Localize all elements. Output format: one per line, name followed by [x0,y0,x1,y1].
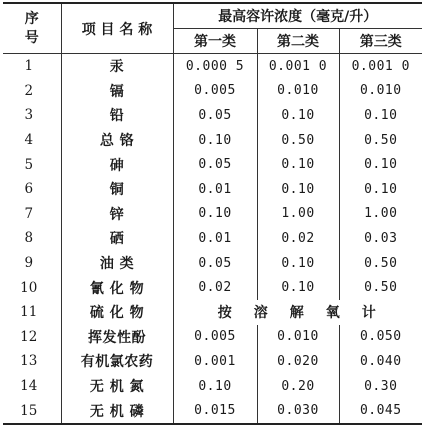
class1-value: 0.01 [173,177,257,202]
class1-value: 0.05 [173,152,257,177]
class2-header: 第二类 [257,29,339,54]
class1-value: 0.05 [173,251,257,276]
row-number: 8 [3,226,61,251]
table-row [3,177,422,202]
class2-value: 0.10 [257,177,339,202]
class3-value: 0.045 [339,398,422,424]
class3-value: 0.10 [339,103,422,128]
row-number: 5 [3,152,61,177]
water-quality-standard-table [3,2,422,425]
class1-value: 0.001 [173,349,257,374]
table-row [3,128,422,153]
item-name: 铜 [61,177,173,202]
class2-value: 0.20 [257,374,339,399]
item-name: 挥发性酚 [61,325,173,350]
row-number: 7 [3,202,61,227]
class2-value: 0.010 [257,79,339,104]
item-name: 砷 [61,152,173,177]
row-number: 9 [3,251,61,276]
class2-value: 0.10 [257,251,339,276]
class3-value: 0.30 [339,374,422,399]
class3-header: 第三类 [339,29,422,54]
item-name: 汞 [61,54,173,79]
row-number: 4 [3,128,61,153]
table-row [3,79,422,104]
item-name: 无 机 氮 [61,374,173,399]
item-name: 氰 化 物 [61,275,173,300]
class3-value: 0.10 [339,152,422,177]
row-number: 1 [3,54,61,79]
class1-value: 0.005 [173,325,257,350]
class2-value: 0.50 [257,128,339,153]
table-row [3,202,422,227]
row-number: 10 [3,275,61,300]
class2-value: 0.02 [257,226,339,251]
class1-value: 0.000 5 [173,54,257,79]
table-header [3,3,422,54]
table-row [3,54,422,79]
class2-value: 0.001 0 [257,54,339,79]
class2-value: 0.020 [257,349,339,374]
item-name: 无 机 磷 [61,398,173,424]
class3-value: 0.03 [339,226,422,251]
class1-value: 0.10 [173,202,257,227]
item-name: 铅 [61,103,173,128]
row-number: 11 [3,300,61,325]
class1-header: 第一类 [173,29,257,54]
class2-value: 0.010 [257,325,339,350]
class1-value: 0.10 [173,374,257,399]
row-number: 14 [3,374,61,399]
class3-value: 1.00 [339,202,422,227]
table-row [3,152,422,177]
table-row [3,251,422,276]
item-name: 总 铬 [61,128,173,153]
class3-value: 0.010 [339,79,422,104]
table-row [3,349,422,374]
merged-note-cell: 按溶解氧计 [173,300,422,325]
item-name: 有机氯农药 [61,349,173,374]
class2-value: 0.10 [257,152,339,177]
name-header: 项 目 名 称 [61,3,173,54]
class3-value: 0.10 [339,177,422,202]
table-row [3,226,422,251]
table-row [3,275,422,300]
row-number: 3 [3,103,61,128]
item-name: 硒 [61,226,173,251]
class1-value: 0.01 [173,226,257,251]
table-row [3,398,422,424]
item-name: 硫 化 物 [61,300,173,325]
row-number: 13 [3,349,61,374]
table-body [3,54,422,424]
class3-value: 0.050 [339,325,422,350]
row-number: 6 [3,177,61,202]
table-row [3,374,422,399]
class1-value: 0.02 [173,275,257,300]
item-name: 镉 [61,79,173,104]
row-number: 2 [3,79,61,104]
class1-value: 0.005 [173,79,257,104]
class3-value: 0.001 0 [339,54,422,79]
class3-value: 0.50 [339,128,422,153]
item-name: 锌 [61,202,173,227]
class2-value: 0.10 [257,275,339,300]
class3-value: 0.50 [339,251,422,276]
class3-value: 0.040 [339,349,422,374]
class1-value: 0.10 [173,128,257,153]
row-number: 15 [3,398,61,424]
class2-value: 0.10 [257,103,339,128]
seq-header [3,3,61,54]
class2-value: 1.00 [257,202,339,227]
item-name: 油 类 [61,251,173,276]
max-concentration-header: 最高容许浓度（毫克/升） [173,3,422,29]
class1-value: 0.015 [173,398,257,424]
class3-value: 0.50 [339,275,422,300]
seq-header-label: 序 号 [24,10,39,46]
class2-value: 0.030 [257,398,339,424]
row-number: 12 [3,325,61,350]
table-row [3,103,422,128]
table-row [3,300,422,325]
class1-value: 0.05 [173,103,257,128]
table-row [3,325,422,350]
